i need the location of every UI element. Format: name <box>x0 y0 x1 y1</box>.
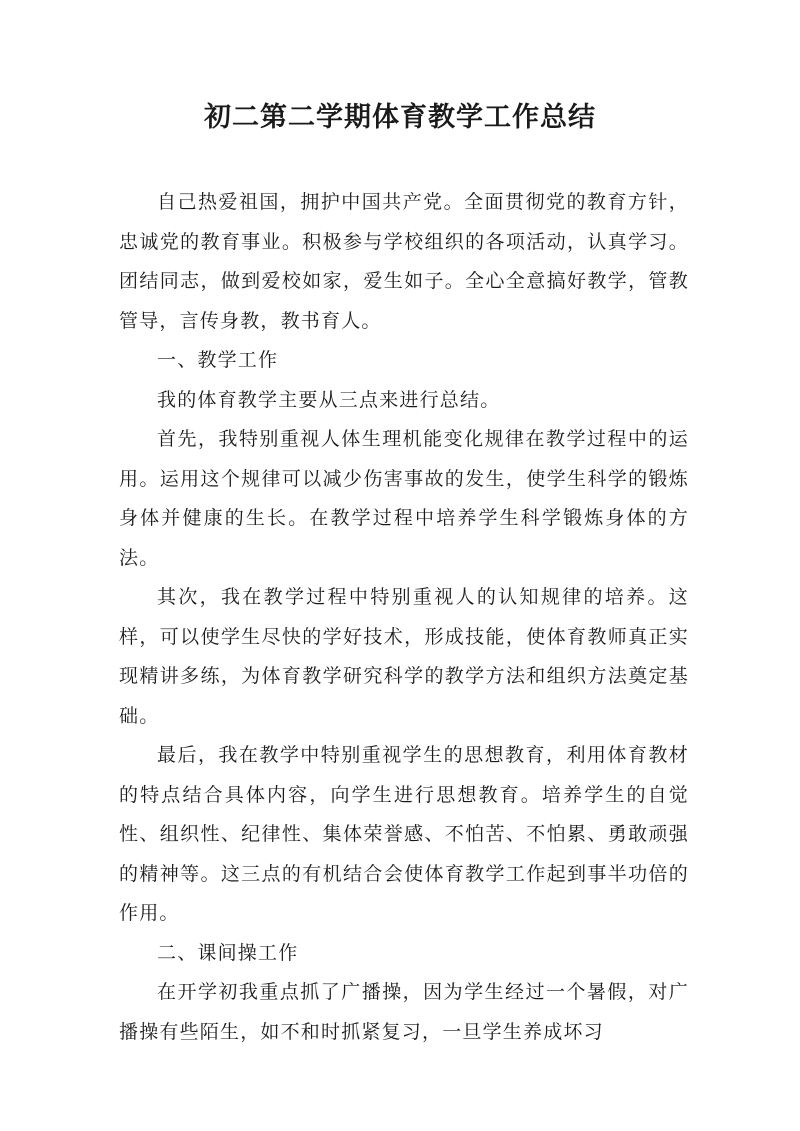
paragraph-third-point: 最后，我在教学中特别重视学生的思想教育，利用体育教材的特点结合具体内容，向学生进行思想教育。培养学生的自觉性、组织性、纪律性、集体荣誉感、不怕苦、不怕累、勇敢顽强的精神等。这三点的有机结合会使体育教学工作起到事半功倍的作用。 <box>119 744 689 924</box>
paragraph-broadcast-exercise: 在开学初我重点抓了广播操，因为学生经过一个暑假，对广播操有些陌生，如不和时抓紧复习，一旦学生养成坏习 <box>119 981 689 1043</box>
section-heading-exercise: 二、课间操工作 <box>157 941 299 964</box>
section-heading-teaching: 一、教学工作 <box>157 349 279 371</box>
document-body <box>119 183 689 1052</box>
paragraph-intro: 自己热爱祖国，拥护中国共产党。全面贯彻党的教育方针，忠诚党的教育事业。积极参与学校组织的各项活动，认真学习。团结同志，做到爱校如家，爱生如子。全心全意搞好教学，管教管导，言传身教，教书育人。 <box>119 191 689 332</box>
paragraph-summary-points: 我的体育教学主要从三点来进行总结。 <box>157 388 501 411</box>
paragraph-second-point: 其次，我在教学过程中特别重视人的认知规律的培养。这样，可以使学生尽快的学好技术，形成技能，使体育教师真正实现精讲多练，为体育教学研究科学的教学方法和组织方法奠定基础。 <box>119 586 689 727</box>
document-title: 初二第二学期体育教学工作总结 <box>204 102 596 133</box>
paragraph-first-point: 首先，我特别重视人体生理机能变化规律在教学过程中的运用。运用这个规律可以减少伤害事故的发生，使学生科学的锻炼身体并健康的生长。在教学过程中培养学生科学锻炼身体的方法。 <box>119 428 689 569</box>
